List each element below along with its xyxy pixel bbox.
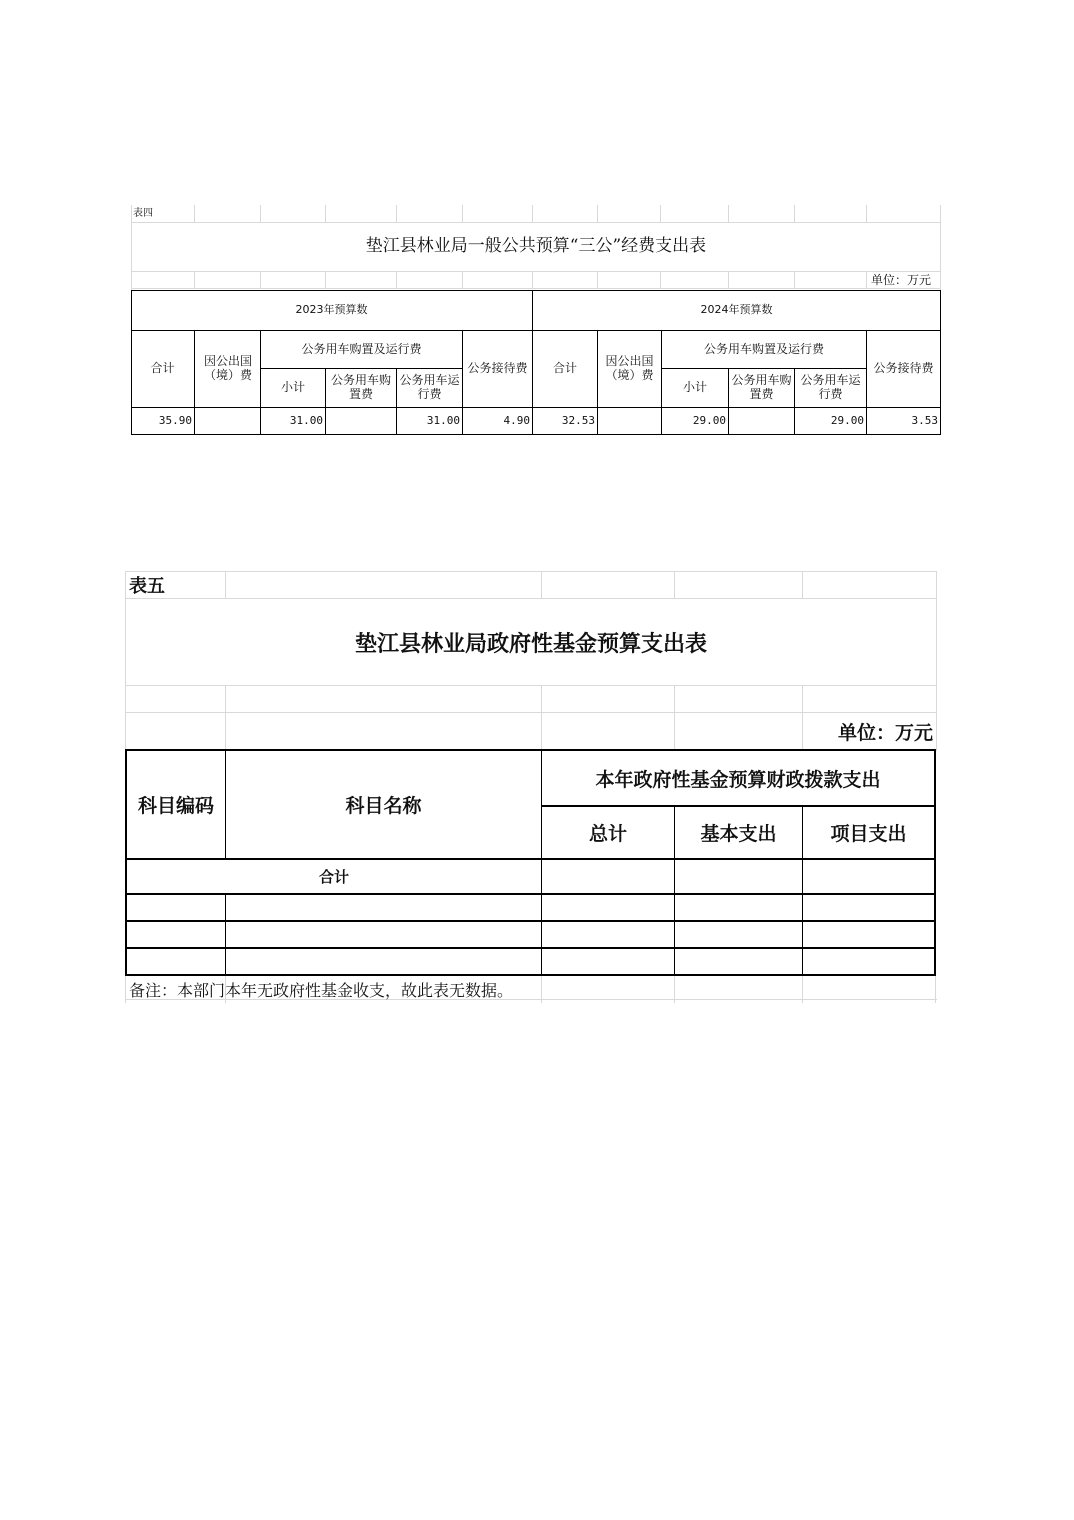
table-label: 表四 xyxy=(133,207,153,219)
header-vehicle-group-2023: 公务用车购置及运行费 xyxy=(301,341,422,356)
header-subtotal-2023: 小计 xyxy=(280,380,305,395)
value-running-2023: 31.00 xyxy=(426,414,460,427)
header-reception-2024: 公务接待费 xyxy=(873,361,934,376)
value-reception-2024: 3.53 xyxy=(911,414,938,427)
value-purchase-2024 xyxy=(729,408,794,434)
header-reception-2023: 公务接待费 xyxy=(467,361,528,376)
header-name: 科目名称 xyxy=(345,795,422,817)
unit-label: 单位：万元 xyxy=(870,272,931,287)
value-abroad-2023 xyxy=(195,408,260,434)
header-abroad-2024: 因公出国（境）费 xyxy=(605,354,654,382)
table-5 xyxy=(125,571,937,1003)
header-total-2023: 合计 xyxy=(150,361,175,376)
header-total: 总计 xyxy=(588,823,627,845)
note: 备注：本部门本年无政府性基金收支，故此表无数据。 xyxy=(129,981,514,1000)
year-2023-header: 2023年预算数 xyxy=(295,303,368,317)
value-running-2024: 29.00 xyxy=(830,414,864,427)
header-basic: 基本支出 xyxy=(700,823,777,845)
header-vehicle-group-2024: 公务用车购置及运行费 xyxy=(703,341,824,356)
unit-label: 单位：万元 xyxy=(837,721,933,744)
header-code: 科目编码 xyxy=(137,795,214,817)
table-4 xyxy=(131,205,941,437)
header-abroad-2023: 因公出国（境）费 xyxy=(203,354,252,382)
header-running-2023: 公务用车运行费 xyxy=(399,373,460,401)
header-running-2024: 公务用车运行费 xyxy=(800,373,861,401)
header-group: 本年政府性基金预算财政拨款支出 xyxy=(595,768,881,791)
header-purchase-2023: 公务用车购置费 xyxy=(330,373,391,401)
value-reception-2023: 4.90 xyxy=(503,414,530,427)
header-subtotal-2024: 小计 xyxy=(682,380,707,395)
table-title: 垫江县林业局一般公共预算“三公”经费支出表 xyxy=(365,236,707,257)
value-total-2023: 35.90 xyxy=(158,414,192,427)
header-purchase-2024: 公务用车购置费 xyxy=(731,373,792,401)
table-title: 垫江县林业局政府性基金预算支出表 xyxy=(354,631,707,657)
value-subtotal-2024: 29.00 xyxy=(692,414,726,427)
value-total-2024: 32.53 xyxy=(561,414,595,427)
header-project: 项目支出 xyxy=(830,823,907,845)
table-label: 表五 xyxy=(129,576,165,597)
total-row-label: 合计 xyxy=(318,868,349,886)
value-subtotal-2023: 31.00 xyxy=(289,414,323,427)
year-2024-header: 2024年预算数 xyxy=(700,303,773,317)
header-total-2024: 合计 xyxy=(552,361,577,376)
value-abroad-2024 xyxy=(598,408,661,434)
value-purchase-2023 xyxy=(326,408,396,434)
